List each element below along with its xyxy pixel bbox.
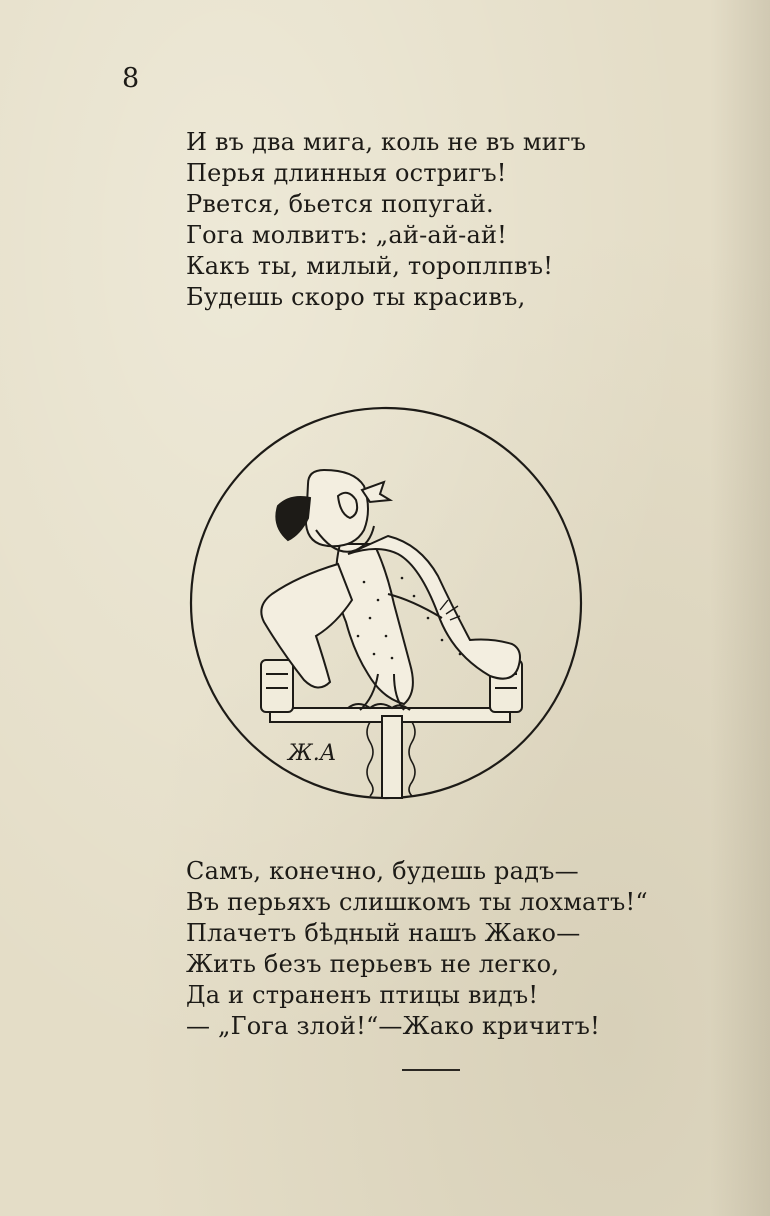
verse-line: И въ два мига, коль не въ мигъ	[186, 128, 587, 156]
page-edge-shadow	[710, 0, 770, 1216]
verse-line: — „Гога злой!“—Жако кричитъ!	[186, 1012, 600, 1040]
end-rule	[402, 1069, 460, 1071]
stanza-top	[186, 127, 586, 313]
verse-line: Да и страненъ птицы видъ!	[186, 981, 539, 1009]
verse-line: Рвется, бьется попугай.	[186, 190, 494, 218]
verse-line: Какъ ты, милый, тороплпвъ!	[186, 252, 554, 280]
verse-line: Плачетъ бѣдный нашъ Жако—	[186, 919, 581, 947]
verse-line: Въ перьяхъ слишкомъ ты лохматъ!“	[186, 888, 648, 916]
verse-line: Жить безъ перьевъ не легко,	[186, 950, 560, 978]
verse-line: Перья длинныя остригъ!	[186, 159, 507, 187]
verse-line: Будешь скоро ты красивъ,	[186, 283, 526, 311]
verse-line: Гога молвитъ: „ай-ай-ай!	[186, 221, 507, 249]
illustrator-signature: Ж.А	[288, 741, 337, 766]
verse-line: Самъ, конечно, будешь радъ—	[186, 857, 579, 885]
parrot	[261, 470, 520, 710]
page-number: 8	[122, 63, 140, 94]
parrot-illustration	[188, 404, 586, 806]
stanza-bottom	[186, 856, 648, 1042]
